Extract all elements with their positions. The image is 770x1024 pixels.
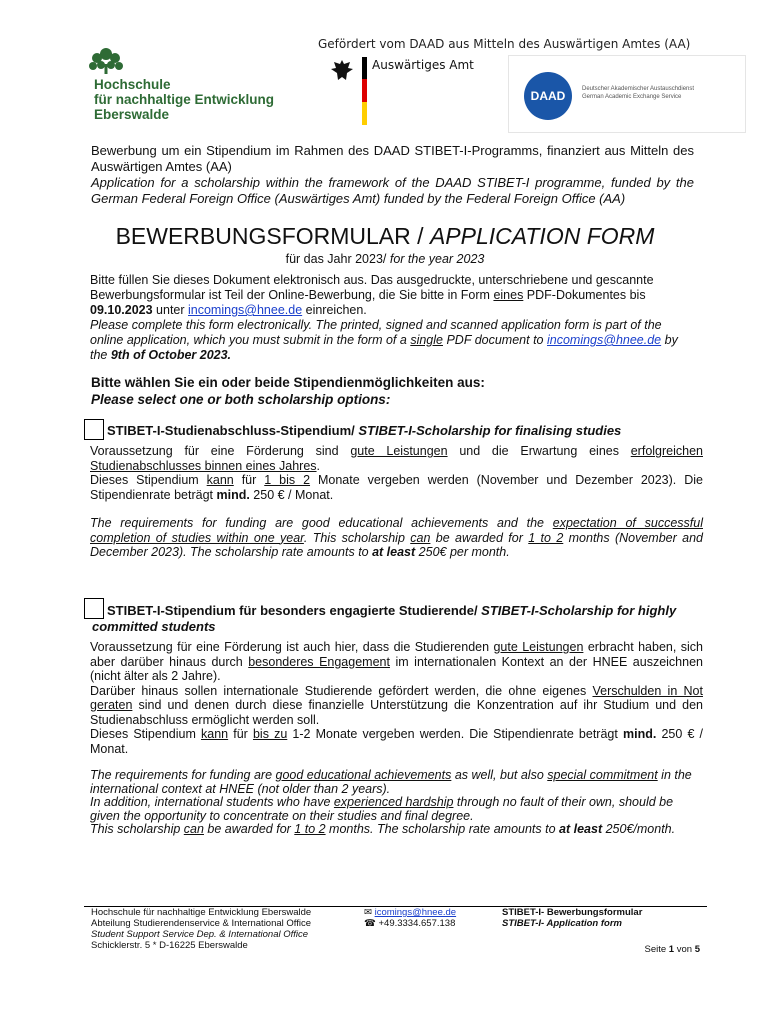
selection-prompt: Bitte wählen Sie ein oder beide Stipendienmöglichkeiten aus: Please select one or both scholarship options: (91, 375, 485, 407)
footer-email-link[interactable]: icomings@hnee.de (374, 907, 457, 918)
footer-form-name: STIBET-I- Bewerbungsformular STIBET-I- Application form (502, 907, 643, 929)
university-name: Hochschule für nachhaltige Entwicklung Eberswalde (94, 77, 275, 122)
foreign-office-label: Auswärtiges Amt (372, 58, 474, 72)
footer-contact: ✉ icomings@hnee.de ☎ +49.3334.657.138 (364, 907, 457, 929)
university-logo-icon (88, 46, 124, 74)
funding-note: Gefördert vom DAAD aus Mitteln des Auswärtigen Amtes (AA) (318, 37, 691, 51)
option1-checkbox[interactable] (84, 419, 104, 440)
instructions-de: Bitte füllen Sie dieses Dokument elektronisch aus. Das ausgedruckte, unterschriebene und gescannte Bewerbungsformular ist Teil der Online-Bewerbung, die Sie bitte in Form eines PDF-Dokumentes bis 09.10.2023 unter incomings@hnee.de einreichen. (90, 273, 654, 317)
option2-text-en: The requirements for funding are good educational achievements as well, but also special commitment in the international context at HNEE (not older than 2 years). In addition, international students who have experienced hardship through no fault of their own, should be given the opportunity to concentrate on their studies and final degree. This scholarship can be awarded for 1 to 2 months. The scholarship rate amounts to at least 250€/month. (90, 768, 692, 836)
option1-heading: STIBET-I-Studienabschluss-Stipendium/ STIBET-I-Scholarship for finalising studies (107, 423, 622, 438)
page-subtitle: für das Jahr 2023/ for the year 2023 (285, 252, 485, 266)
page-number: Seite 1 von 5 (644, 944, 700, 955)
email-link[interactable]: incomings@hnee.de (188, 303, 303, 317)
instructions-en: Please complete this form electronically. The printed, signed and scanned application form is part of the online application, which you must submit in the form of a single PDF document to incomings@hnee.de by the 9th of October 2023. (90, 318, 678, 362)
daad-logo-icon: DAAD (524, 72, 572, 120)
eagle-icon (330, 58, 354, 84)
option2-text-de: Voraussetzung für eine Förderung ist auch hier, dass die Studierenden gute Leistungen erbracht haben, sich aber darüber hinaus durch besonderes Engagement im internationalen Kontext an der HNEE auszeichnen (nicht älter als 2 Jahre). Darüber hinaus sollen internationale Studierende gefördert werden, die ohne eigenes Verschulden in Not geraten sind und denen durch diese finanzielle Unterstützung die Konzentration auf ihr Studium und den Studienabschluss ermöglicht werden soll. Dieses Stipendium kann für bis zu 1-2 Monate vergeben werden. Die Stipendienrate beträgt mind. 250 € / Monat. (90, 640, 703, 756)
instructions (90, 273, 698, 363)
option2-heading: STIBET-I-Stipendium für besonders engagierte Studierende/ STIBET-I-Scholarship for highly committed students (92, 603, 677, 634)
page-title: BEWERBUNGSFORMULAR / APPLICATION FORM (115, 223, 655, 249)
option1-text-en: The requirements for funding are good educational achievements and the expectation of successful completion of studies within one year. This scholarship can be awarded for 1 to 2 months (November and December 2023). The scholarship rate amounts to at least 250€ per month. (90, 516, 703, 559)
option1-text-de: Voraussetzung für eine Förderung sind gute Leistungen und die Erwartung eines erfolgreichen Studienabschlusses binnen eines Jahres. Dieses Stipendium kann für 1 bis 2 Monate vergeben werden (November und Dezember 2023). Die Stipendienrate beträgt mind. 250 € / Monat. (90, 444, 703, 502)
phone-icon: ☎ (364, 918, 376, 929)
intro-text: Bewerbung um ein Stipendium im Rahmen des DAAD STIBET-I-Programms, finanziert aus Mitteln des Auswärtigen Amtes (AA) Application for a scholarship within the framework of the DAAD STIBET-I programme, funded by the German Federal Foreign Office (Auswärtiges Amt) funded by the Federal Foreign Office (AA) (91, 143, 694, 206)
daad-tagline: Deutscher Akademischer Austauschdienst German Academic Exchange Service (582, 86, 695, 100)
footer-address: Hochschule für nachhaltige Entwicklung Eberswalde Abteilung Studierendenservice & International Office Student Support Service Dep. & International Office Schicklerstr. 5 * D-16225 Eberswalde (91, 907, 312, 951)
email-link[interactable]: incomings@hnee.de (546, 333, 662, 347)
flag-icon (362, 57, 367, 125)
mail-icon: ✉ (364, 907, 372, 918)
